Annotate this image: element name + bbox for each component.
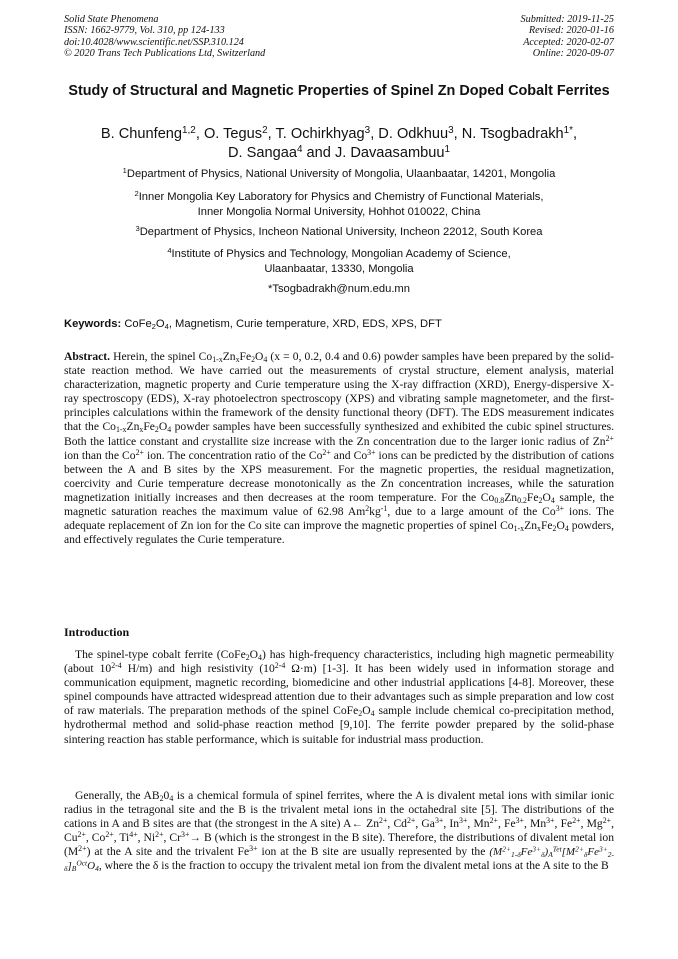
affiliation-text: Institute of Physics and Technology, Mongolian Academy of Science, [171, 248, 511, 260]
affiliation-2 [64, 190, 614, 220]
date-revised: Revised: 2020-01-16 [528, 25, 614, 37]
keywords-list: $CoFe_2O_4$, Magnetism, Curie temperature, XRD, EDS, XPS, DFT [124, 318, 442, 331]
affiliation-4 [64, 247, 614, 277]
corresponding-email[interactable]: *Tsogbadrakh@num.edu.mn [268, 283, 410, 295]
date-submitted: Submitted: 2019-11-25 [520, 14, 614, 25]
affiliation-number: 2 [134, 189, 139, 199]
date-accepted: Accepted: 2020-02-07 [523, 36, 614, 48]
author-affil-mark: 2 [262, 125, 268, 137]
affiliation-number: 4 [167, 246, 172, 256]
affiliation-text: Department of Physics, National University of Mongolia, Ulaanbaatar, 14201, Mongolia [126, 168, 556, 180]
author-separator: and [302, 145, 335, 161]
abstract [64, 350, 614, 547]
author-name: J. Davaasambuu [334, 145, 445, 161]
journal-doi: doi:10.4028/www.scientific.net/SSP.310.124 [64, 36, 244, 48]
author-affil-mark: 3 [364, 125, 371, 137]
affiliation-3 [64, 225, 614, 240]
keywords [64, 317, 614, 331]
intro-paragraph-1: The spinel-type cobalt ferrite $(CoFe_2O_4)$ has high-frequency characteristics, including high magnetic permeability (about 10$^{2-4}$ H/m) and high resistivity (10$^{2-4}$ Ω·m) [1-3]. It has been widely used in information storage and communication equipment, magnetic recording, biomedicine and other industrial applications [4-8]. Moreover, these spinel compounds have attracted widespread attention due to their advantages such as simple preparation and low cost of raw materials. The preparation methods of the spinel $CoFe_2O_4$ sample include chemical co-precipitation method, hydrothermal method and solid-phase reaction method [9,10]. The ferrite powder prepared by the solid-phase sintering reaction has stable performance, which is suitable for industrial mass production. [64, 648, 614, 746]
affiliation-text: Department of Physics, Incheon National University, Incheon 22012, South Korea [139, 226, 543, 238]
journal-name: Solid State Phenomena [64, 14, 159, 25]
author-affil-mark: 3 [448, 125, 454, 137]
author-name: B. Chunfeng [100, 126, 183, 142]
author-affil-mark: 1* [563, 125, 574, 137]
paper-title: Study of Structural and Magnetic Properties of Spinel Zn Doped Cobalt Ferrites [68, 83, 610, 99]
author-affil-mark: 1 [444, 144, 450, 156]
author-separator: , [453, 126, 462, 142]
affiliation-text: Inner Mongolia Normal University, Hohhot 010022, China [197, 206, 481, 218]
affiliation-text: Inner Mongolia Key Laboratory for Physics and Chemistry of Functional Materials, [138, 191, 544, 203]
journal-header-left [64, 14, 265, 60]
author-name: N. Tsogbadrakh [461, 126, 564, 142]
author-affil-mark: 1,2 [182, 125, 196, 137]
abstract-text: Herein, the spinel $Co_{1-x}Zn_xFe_2O_4$ (x = 0, 0.2, 0.4 and 0.6) powder samples have been prepared by the solid-state reaction method. We have carried out the measurements of crystal structure, element analysis, material characterization, magnetic property and Curie temperature using the X-ray diffraction (XRD), Energy-dispersive X-ray spectroscopy (EDS), X-ray photoelectron spectroscopy (XPS) and vibrating sample magnetometer, and the first-principles calculations within the framework of the density functional theory (DFT). The EDS measurement indicates that the $Co_{1-x}Zn_xFe_2O_4$ powder samples have been successfully synthesized and exhibited the cubic spinel structures. Both the lattice constant and crystallite size increase with the Zn concentration due to the larger ionic radius of $Zn^{2+}$ ion than the $Co^{2+}$ ion. The concentration ratio of the $Co^{2+}$ and $Co^{3+}$ ions can be predicted by the distribution of cations between the A and B sites by the XPS measurement. For the magnetic properties, the residual magnetization, coercivity and Curie temperature decrease monotonically as the Zn concentration increases, while the saturation magnetization initially increases and then decreases at the room temperature. For the $Co_{0.8}Zn_{0.2}Fe_2O_4$ sample, the magnetic saturation reaches the maximum value of 62.98 $Am^2kg^{-1}$, due to a large amount of the $Co^{3+}$ ions. The adequate replacement of Zn ion for the Co site can improve the magnetic properties of spinel $Co_{1-x}Zn_xFe_2O_4$ powders, and effectively regulates the Curie temperature. [64, 350, 615, 547]
author-list [64, 125, 614, 163]
journal-issn: ISSN: 1662-9779, Vol. 310, pp 124-133 [64, 25, 225, 37]
author-name: T. Ochirkhyag [275, 126, 365, 142]
author-separator: , [370, 126, 379, 142]
affiliation-text: Ulaanbaatar, 13330, Mongolia [264, 263, 414, 275]
author-name: D. Sangaa [228, 145, 297, 161]
date-online: Online: 2020-09-07 [532, 48, 614, 60]
affiliation-number: 1 [122, 166, 127, 176]
journal-header-right [521, 14, 614, 60]
affiliation-number: 3 [135, 224, 140, 234]
abstract-label: Abstract. [64, 350, 111, 363]
journal-copyright: © 2020 Trans Tech Publications Ltd, Switzerland [64, 48, 266, 60]
author-separator: , [573, 126, 578, 142]
author-name: D. Odkhuu [378, 126, 449, 142]
affiliation-1 [64, 167, 614, 182]
author-name: O. Tegus [203, 126, 263, 142]
intro-paragraph-2: Generally, the $AB_20_4$ is a chemical formula of spinel ferrites, where the A is divalent metal ions with similar ionic radius in the tetragonal site and the B is the trivalent metal ions in the octahedral site [5]. The distributions of the cations in A and B sites are that (the strongest in the A site) A← $Zn^{2+}$, $Cd^{2+}$, $Ga^{3+}$, $In^{3+}$, $Mn^{2+}$, $Fe^{3+}$, $Mn^{3+}$, $Fe^{2+}$, $Mg^{2+}$, $Cu^{2+}$, $Co^{2+}$, $Ti^{4+}$, $Ni^{2+}$, $Cr^{3+}\to B$ (which is the strongest in the B site). Therefore, the distributions of divalent metal ion $(M^{2+})$ at the A site and the trivalent $Fe^{3+}$ ion at the B site are usually represented by the $(M^{2+}_{1-\delta}Fe^{3+}_\delta)_A^{Tet}[M^{2+}_\delta Fe^{3+}_{2-\delta}]_B^{Oct}O_4$, where the δ is the fraction to occupy the trivalent metal ion from the divalent metal ions at the A site to the B [64, 789, 615, 874]
author-affil-mark: 4 [296, 144, 303, 156]
keywords-label: Keywords: [64, 318, 122, 330]
author-separator: , [267, 126, 276, 142]
author-separator: , [195, 126, 204, 142]
section-heading-introduction: Introduction [64, 625, 130, 639]
